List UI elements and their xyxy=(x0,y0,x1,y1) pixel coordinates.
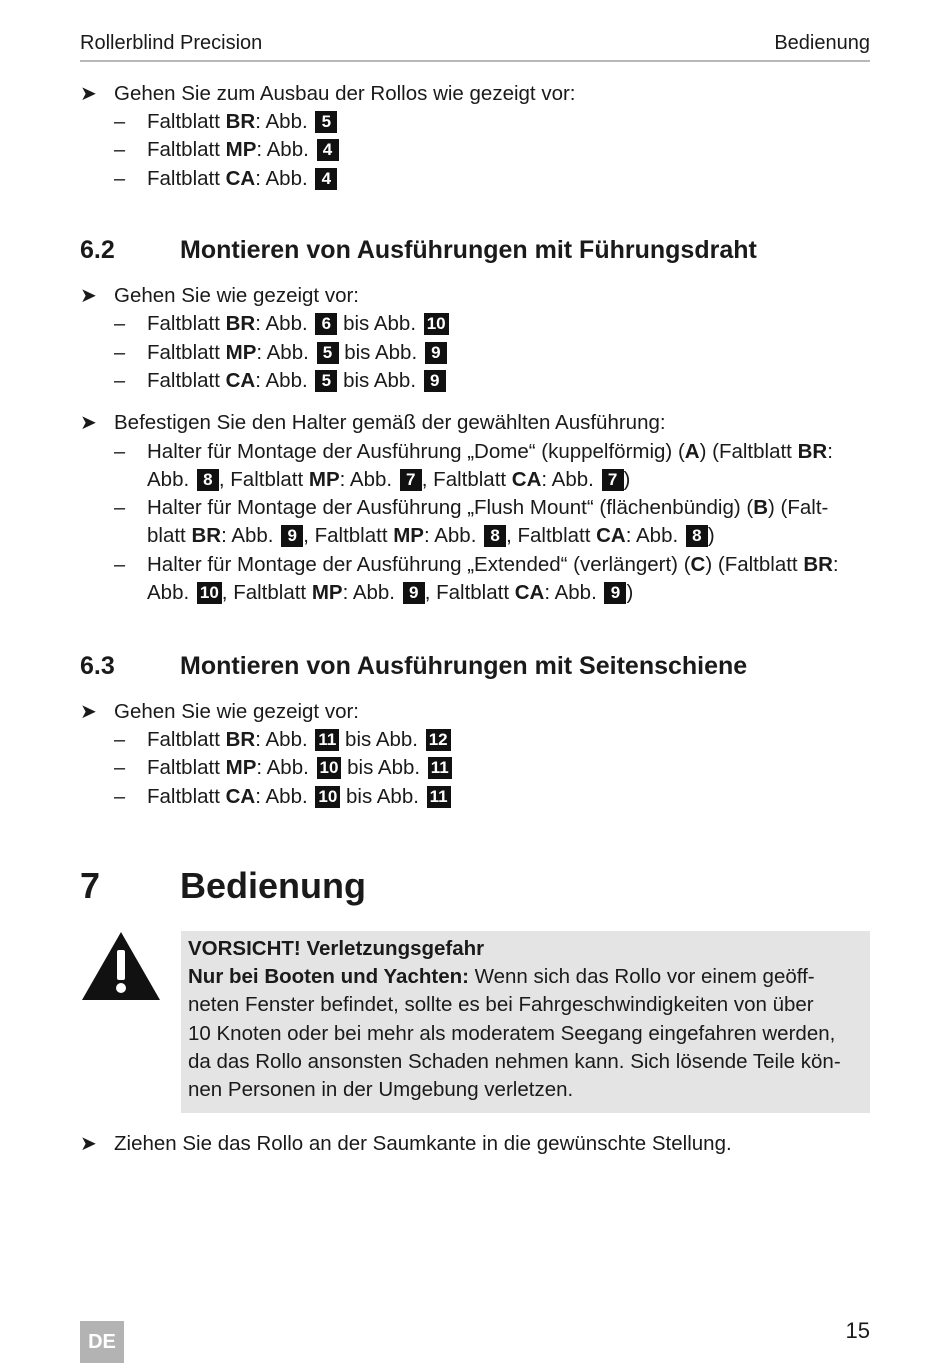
arrow-bullet-icon: ➤ xyxy=(80,701,97,723)
list-item: Faltblatt MP: Abb. 5 bis Abb. 9 xyxy=(147,339,447,367)
dash-bullet: – xyxy=(114,370,126,392)
dash-bullet: – xyxy=(114,554,126,576)
figure-badge: 4 xyxy=(315,168,337,190)
figure-badge: 11 xyxy=(428,757,452,779)
dash-bullet: – xyxy=(114,139,126,161)
section-number: 6.3 xyxy=(80,652,115,680)
figure-badge: 11 xyxy=(315,729,339,751)
figure-badge: 5 xyxy=(315,370,337,392)
language-badge: DE xyxy=(80,1321,124,1363)
dash-bullet: – xyxy=(114,441,126,463)
list-item-continued: Abb. 8 , Faltblatt MP: Abb. 7 , Faltblatt CA: Abb. 7 ) xyxy=(147,468,631,491)
page-number: 15 xyxy=(845,1318,870,1343)
figure-badge: 9 xyxy=(403,582,425,604)
list-item: Halter für Montage der Ausführung „Flush Mount“ (flächenbündig) (B) (Falt- xyxy=(147,496,829,519)
list-item-continued: blatt BR: Abb. 9 , Faltblatt MP: Abb. 8 , Faltblatt CA: Abb. 8 ) xyxy=(147,524,715,547)
list-item: Faltblatt BR: Abb. 5 xyxy=(147,108,337,136)
warning-triangle-icon xyxy=(80,930,162,1002)
dash-bullet: – xyxy=(114,313,126,335)
figure-badge: 9 xyxy=(425,342,447,364)
list-item: Halter für Montage der Ausführung „Dome“ (kuppelförmig) (A) (Faltblatt BR: xyxy=(147,440,833,463)
list-item: Halter für Montage der Ausführung „Extended“ (verlängert) (C) (Faltblatt BR: xyxy=(147,553,839,576)
figure-badge: 5 xyxy=(317,342,339,364)
figure-badge: 10 xyxy=(424,313,449,335)
warning-title: VORSICHT! Verletzungsgefahr xyxy=(188,937,485,960)
figure-badge: 4 xyxy=(317,139,339,161)
instruction-text: Gehen Sie wie gezeigt vor: xyxy=(114,284,359,307)
figure-badge: 9 xyxy=(424,370,446,392)
dash-bullet: – xyxy=(114,111,126,133)
dash-bullet: – xyxy=(114,729,126,751)
figure-badge: 8 xyxy=(197,469,219,491)
warning-text: Nur bei Booten und Yachten: Wenn sich das Rollo vor einem geöff- xyxy=(188,965,815,988)
figure-badge: 9 xyxy=(604,582,626,604)
chapter-title: Bedienung xyxy=(180,865,366,906)
list-item: Faltblatt CA: Abb. 4 xyxy=(147,165,337,193)
warning-text: neten Fenster befindet, sollte es bei Fahrgeschwindigkeiten von über xyxy=(188,993,814,1016)
figure-badge: 9 xyxy=(281,525,303,547)
figure-badge: 10 xyxy=(317,757,342,779)
section-number: 6.2 xyxy=(80,236,115,264)
instruction-text: Befestigen Sie den Halter gemäß der gewählten Ausführung: xyxy=(114,411,666,434)
figure-badge: 10 xyxy=(315,786,340,808)
list-item: Faltblatt CA: Abb. 5 bis Abb. 9 xyxy=(147,367,446,395)
figure-badge: 8 xyxy=(484,525,506,547)
figure-badge: 8 xyxy=(686,525,708,547)
figure-badge: 12 xyxy=(426,729,451,751)
chapter-heading-7 xyxy=(80,864,870,908)
figure-badge: 7 xyxy=(400,469,422,491)
list-item: Faltblatt BR: Abb. 6 bis Abb. 10 xyxy=(147,310,449,338)
figure-badge: 5 xyxy=(315,111,337,133)
warning-box xyxy=(181,931,870,1113)
dash-bullet: – xyxy=(114,168,126,190)
section-title: Montieren von Ausführungen mit Führungsdraht xyxy=(180,236,757,264)
list-item: Faltblatt BR: Abb. 11 bis Abb. 12 xyxy=(147,726,451,754)
figure-badge: 6 xyxy=(315,313,337,335)
figure-badge: 10 xyxy=(197,582,222,604)
warning-text: da das Rollo ansonsten Schaden nehmen kann. Sich lösende Teile kön- xyxy=(188,1050,841,1073)
arrow-bullet-icon: ➤ xyxy=(80,285,97,307)
dash-bullet: – xyxy=(114,342,126,364)
header-product-name: Rollerblind Precision xyxy=(80,32,263,54)
list-item: Faltblatt MP: Abb. 4 xyxy=(147,136,339,164)
list-item: Faltblatt MP: Abb. 10 bis Abb. 11 xyxy=(147,754,452,782)
page-header xyxy=(80,30,870,62)
warning-text: 10 Knoten oder bei mehr als moderatem Seegang eingefahren werden, xyxy=(188,1022,836,1045)
figure-badge: 11 xyxy=(427,786,451,808)
instruction-text: Gehen Sie wie gezeigt vor: xyxy=(114,700,359,723)
arrow-bullet-icon: ➤ xyxy=(80,412,97,434)
warning-text: nen Personen in der Umgebung verletzen. xyxy=(188,1078,574,1101)
dash-bullet: – xyxy=(114,786,126,808)
section-title: Montieren von Ausführungen mit Seitenschiene xyxy=(180,652,748,680)
instruction-text: Ziehen Sie das Rollo an der Saumkante in die gewünschte Stellung. xyxy=(114,1132,732,1155)
arrow-bullet-icon: ➤ xyxy=(80,83,97,105)
chapter-number: 7 xyxy=(80,865,101,906)
dash-bullet: – xyxy=(114,757,126,779)
instruction-text: Gehen Sie zum Ausbau der Rollos wie gezeigt vor: xyxy=(114,82,576,105)
list-item-continued: Abb. 10 , Faltblatt MP: Abb. 9 , Faltblatt CA: Abb. 9 ) xyxy=(147,581,634,604)
dash-bullet: – xyxy=(114,497,126,519)
arrow-bullet-icon: ➤ xyxy=(80,1133,97,1155)
header-chapter-name: Bedienung xyxy=(774,32,870,54)
figure-badge: 7 xyxy=(602,469,624,491)
list-item: Faltblatt CA: Abb. 10 bis Abb. 11 xyxy=(147,783,451,811)
